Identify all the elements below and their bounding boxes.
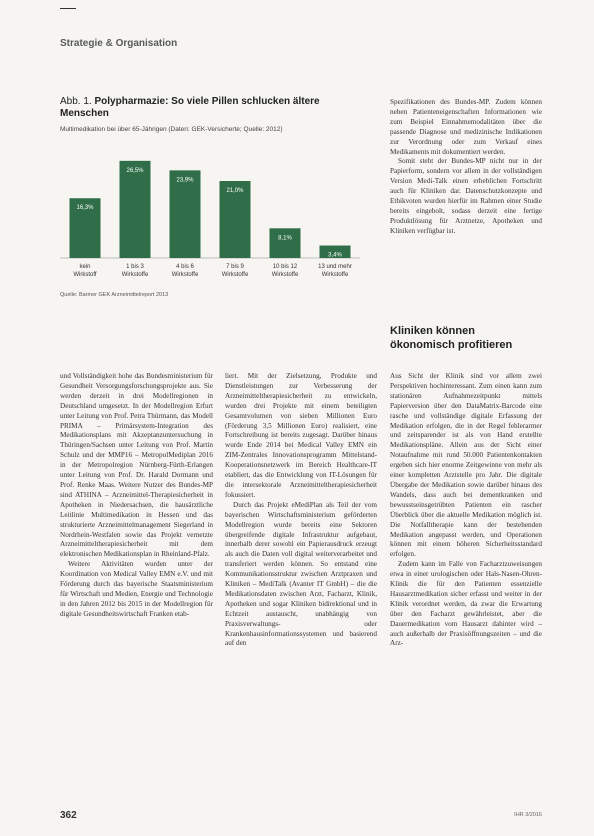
page-number: 362 bbox=[60, 810, 77, 821]
category-label: 13 und mehr bbox=[318, 264, 352, 270]
top-rule bbox=[60, 8, 76, 9]
bar-chart-svg bbox=[60, 138, 360, 293]
col1-paragraph-2: Weitere Aktivitäten wurden unter der Koordination von Medical Valley EMN e.V. und mit Förderung durch das bayerische Staatsministerium für Wirtschaft und Medien, Energie und Technologie in den Jahren 2012 bis 2015 in der Modellregion für digitale Gesundheitswirtschaft Franken etab- bbox=[60, 560, 213, 618]
category-label: 1 bis 3 bbox=[126, 264, 144, 270]
bar-value-label: 16,3% bbox=[76, 205, 94, 212]
bar-value-label: 8,1% bbox=[278, 235, 292, 242]
sidebar-paragraph-2: Somit steht der Bundes-MP nicht nur in der Papierform, sondern vor allem in der vollständigen Version Medi-Talk einen erheblichen Fortschritt auch für Kliniken dar. Datenschutzkonzepte und Ethikvoten wurden hierfür im Rahmen einer Studie bereits eingeholt, sodass derzeit eine fertige Produktlösung für Arztnetze, Apotheken und Kliniken verfügbar ist. bbox=[390, 157, 542, 235]
subheading: Kliniken können ökonomisch profitieren bbox=[390, 325, 513, 351]
col2-paragraph-1: liert. Mit der Zielsetzung, Produkte und Dienstleistungen zur Verbesserung der Arzneimitteltherapiesicherheit zu entwickeln, wurden drei Projekte mit einem beteiligten Gesamtvolumen von sieben Millionen Euro (Förderung 3,5 Millionen Euro) realisiert, eine Fortschreibung ist bereits zugesagt. Darüber hinaus wurde Ende 2014 bei Medical Valley EMN ein ZIM-Zentrales Innovationsprogramm Mittelstand-Kooperationsnetzwerk im Bereich Healthcare-IT etabliert, das die Entwicklung von IT-Lösungen für die intersektorale Arzneimitteltherapiesicherheit fokussiert. bbox=[225, 372, 377, 499]
category-label: Wirkstoffe bbox=[171, 272, 199, 278]
bar-3 bbox=[170, 170, 201, 258]
footer-issue: IHR 3/2016 bbox=[514, 812, 542, 818]
bar-2 bbox=[120, 161, 151, 258]
sidebar-paragraph-1: Spezifikationen des Bundes-MP. Zudem können neben Patienteneigenschaften Informationen wie zum Beispiel Einnahmemodalitäten über die passende Diagnose und medizinische Indikationen zur Verordnung oder zum Verkauf eines Medikaments mit dokumentiert werden. bbox=[390, 98, 542, 156]
category-label: Wirkstoffe bbox=[221, 272, 249, 278]
bar-5 bbox=[270, 228, 301, 258]
section-label: Strategie & Organisation bbox=[60, 38, 178, 49]
col1-paragraph-1: und Vollständigkeit hohe das Bundesministerium für Gesundheit Versorgungsforschungsprojekte aus. Sie werden derzeit in drei Modellregionen in Deutschland umgesetzt. In der Modellregion Erfurt unter Leitung von Prof. Petra Thürmann, das Modell PRIMA – Primärsystem-Integration des Medikationsplans mit Akzeptanzuntersuchung in Thüringen/Sachsen unter Leitung von Prof. Martin Schulz und der MMP16 – MetropolMediplan 2016 in der Metropolregion Nürnberg-Fürth-Erlangen unter Leitung von Prof. Dr. Harald Dormann und Prof. Renke Maas. Weitere Nutzer des Bundes-MP sind ATHINA – Arzneimittel-Therapiesicherheit in Apotheken in Niedersachsen, die hausärztliche Leitlinie Multimedikation in Hessen und das strukturierte Arzneimittelmanagement Siegerland in Nordrhein-Westfalen sowie das Projekt vernetzte Arzneimitteltherapiesicherheit mit dem elektronischen Medikationsplan in Rheinland-Pfalz. bbox=[60, 372, 213, 559]
text-column-2 bbox=[225, 372, 377, 767]
text-column-3 bbox=[390, 372, 542, 767]
category-label: 4 bis 6 bbox=[176, 264, 194, 270]
text-column-1 bbox=[60, 372, 213, 767]
bar-value-label: 26,5% bbox=[126, 167, 144, 174]
col2-paragraph-2: Durch das Projekt eMediPlan als Teil der vom bayerischen Wirtschaftsministerium geförderten Modellregion wurde bereits eine Sektoren übergreifende digitale Infrastruktur aufgebaut, innerhalb derer sowohl ein Papierausdruck erzeugt als auch die Daten voll digital weiterverarbeitet und transferiert werden können. So entstand eine Kommunikationsstruktur zwischen Arztpraxen und Kliniken – MediTalk (Avanter IT GmbH) – die die Medikationsdaten zwischen Arzt, Facharzt, Klinik, Apotheken und sogar Kliniken bidirektional und in Echtzeit austauscht, unabhängig von Praxisverwaltungs- oder Krankenhausinformationssystemen und basierend auf den bbox=[225, 500, 377, 648]
category-label: kein bbox=[79, 264, 91, 270]
bar-chart bbox=[60, 138, 360, 293]
sidebar-top-text bbox=[390, 98, 542, 294]
col3-paragraph-2: Zudem kann im Falle von Facharztzuweisungen etwa in einer urologischen oder Hals-Nasen-Ohren-Klinik die für den Patienten essenzielle Hausarztmedikation sicher erfasst und weiter in der Klinik verordnet werden, da zwar die Erwartung über den Facharzt gewährleistet, aber die Dauermedikation vom Hausarzt dahinter wird – auch außerhalb der Praxisöffnungszeiten – und die Arz- bbox=[390, 560, 542, 648]
category-label: Wirkstoffe bbox=[121, 272, 149, 278]
figure-title-text: Polypharmazie: So viele Pillen schlucken ältere Menschen bbox=[60, 96, 320, 119]
category-label: Wirkstoffe bbox=[271, 272, 299, 278]
category-label: Wirkstoffe bbox=[321, 272, 349, 278]
category-label: 7 bis 9 bbox=[226, 264, 244, 270]
figure-title bbox=[60, 96, 370, 120]
bar-value-label: 23,9% bbox=[176, 177, 194, 184]
col3-paragraph-1: Aus Sicht der Klinik sind vor allem zwei Perspektiven hochinteressant. Zum einen kann zum stationären Aufnahmezeitpunkt mittels Papierversion über den DataMatrix-Barcode eine rasche und vollständige digitale Erfassung der Medikation erfolgen, die in der Regel fehlerarmer und zeitsparender ist als von Hand erstellte Medikationspläne. Allein aus der Sicht einer Notaufnahme mit rund 50.000 Patientenkontakten ergeben sich hier enorme Zeitgewinne von mehr als einer kompletten Arztstelle pro Jahr. Die digitale Übergabe der Medikation sowie darüber hinaus des Wandels, dass auch bei dementkranken und bewusstseinsgetrübten Patienten ein rascher Überblick über die aktuelle Medikation möglich ist. Die Notfalltherapie kann der bestehenden Medikation angepasst werden, und Operationen können mit einem höheren Sicherheitsstandard erfolgen. bbox=[390, 372, 542, 559]
category-label: 10 bis 12 bbox=[272, 264, 298, 270]
figure-label: Abb. 1. bbox=[60, 96, 92, 107]
figure-source: Quelle: Barmer GEK Arzneimittelreport 2013 bbox=[60, 292, 169, 298]
category-label: Wirkstoff bbox=[73, 272, 97, 278]
figure-subtitle: Multimedikation bei über 65-Jährigen (Daten: GEK-Versicherte; Quelle: 2012) bbox=[60, 126, 283, 133]
bar-value-label: 21,0% bbox=[226, 188, 244, 194]
bar-value-label: 3,4% bbox=[328, 252, 342, 259]
